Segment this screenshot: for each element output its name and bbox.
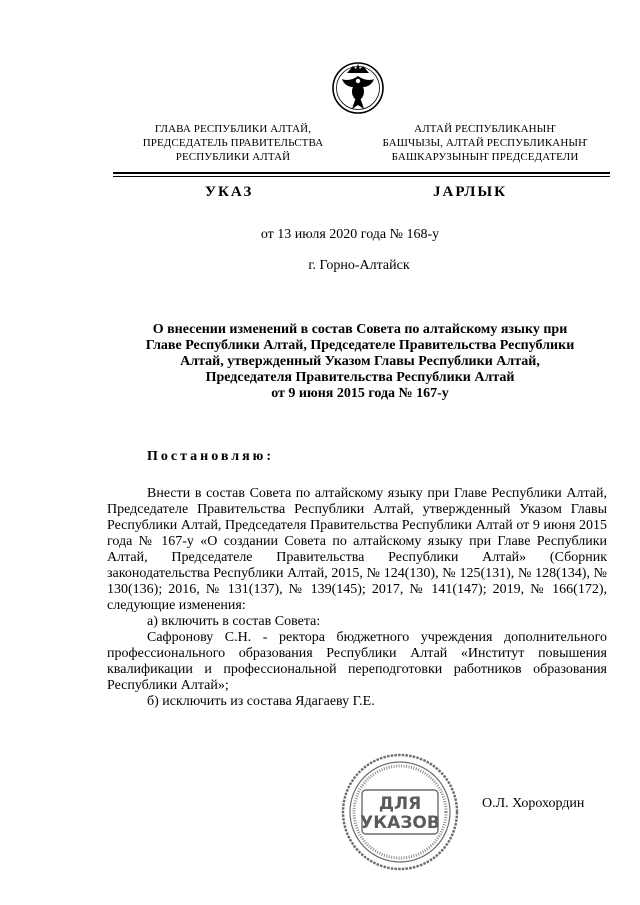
body-paragraph: Внести в состав Совета по алтайскому языку при Главе Республики Алтай, Председателе Правительства Республики Алтай, утвержденный Указом Главы Республики Алтай, Председателя Правительства Республики Алтай от 9 июня 2015 года № 167-у «О создании Совета по алтайскому языку при Главе Республики Алтай, Председателе Правительства Республики Алтай» (Сборник законодательства Республики Алтай, 2015, № 124(130), № 125(131), № 128(134), № 130(136); 2016, № 131(137), № 139(145); 2017, № 141(147); 2019, № 166(172), следующие изменения:: [107, 486, 607, 613]
header-right: [360, 122, 610, 164]
signatory-name: О.Л. Хорохордин: [482, 796, 585, 811]
title-line: Алтай, утвержденный Указом Главы Республики Алтай,: [180, 354, 540, 369]
header-divider-thin: [113, 176, 610, 177]
title-line: О внесении изменений в состав Совета по алтайскому языку при: [152, 322, 568, 337]
stamp-line1: ДЛЯ: [378, 794, 422, 814]
header-left: [118, 122, 348, 164]
header-right-line: АЛТАЙ РЕСПУБЛИКАНЫҤ: [414, 123, 556, 135]
doc-type-russian: УКАЗ: [205, 184, 254, 200]
header-right-line: БАШЧЫЗЫ, АЛТАЙ РЕСПУБЛИКАНЫҤ: [382, 137, 588, 149]
title-line: Председателя Правительства Республики Алтай: [205, 370, 515, 385]
header-right-line: БАШКАРУЗЫНЫҤ ПРЕДСЕДАТЕЛИ: [391, 151, 579, 163]
header-left-line: РЕСПУБЛИКИ АЛТАЙ: [175, 151, 291, 163]
title-line: Главе Республики Алтай, Председателе Правительства Республики: [145, 338, 575, 353]
city-line: г. Горно-Алтайск: [308, 258, 410, 273]
header-left-line: ПРЕДСЕДАТЕЛЬ ПРАВИТЕЛЬСТВА: [142, 137, 324, 149]
date-line: от 13 июля 2020 года № 168-у: [260, 227, 440, 242]
decree-heading: Постановляю:: [147, 449, 275, 464]
stamp-line2: УКАЗОВ: [360, 813, 440, 833]
coat-of-arms-emblem: [331, 54, 385, 122]
title-line: от 9 июня 2015 года № 167-у: [271, 386, 449, 401]
body-paragraph: Сафронову С.Н. - ректора бюджетного учреждения дополнительного профессионального образования Республики Алтай «Институт повышения квалификации и профессиональной переподготовки работников образования Республики Алтай»;: [107, 630, 607, 693]
body-paragraph: б) исключить из состава Ядагаеву Г.Е.: [147, 694, 375, 709]
stamp-seal: [340, 752, 460, 872]
body-paragraph: а) включить в состав Совета:: [147, 614, 321, 629]
header-left-line: ГЛАВА РЕСПУБЛИКИ АЛТАЙ,: [154, 123, 312, 135]
header-divider-thick: [113, 172, 610, 174]
document-title: [110, 322, 610, 402]
doc-type-altai: ЈАРЛЫК: [433, 184, 508, 200]
decree-body: [107, 486, 607, 710]
